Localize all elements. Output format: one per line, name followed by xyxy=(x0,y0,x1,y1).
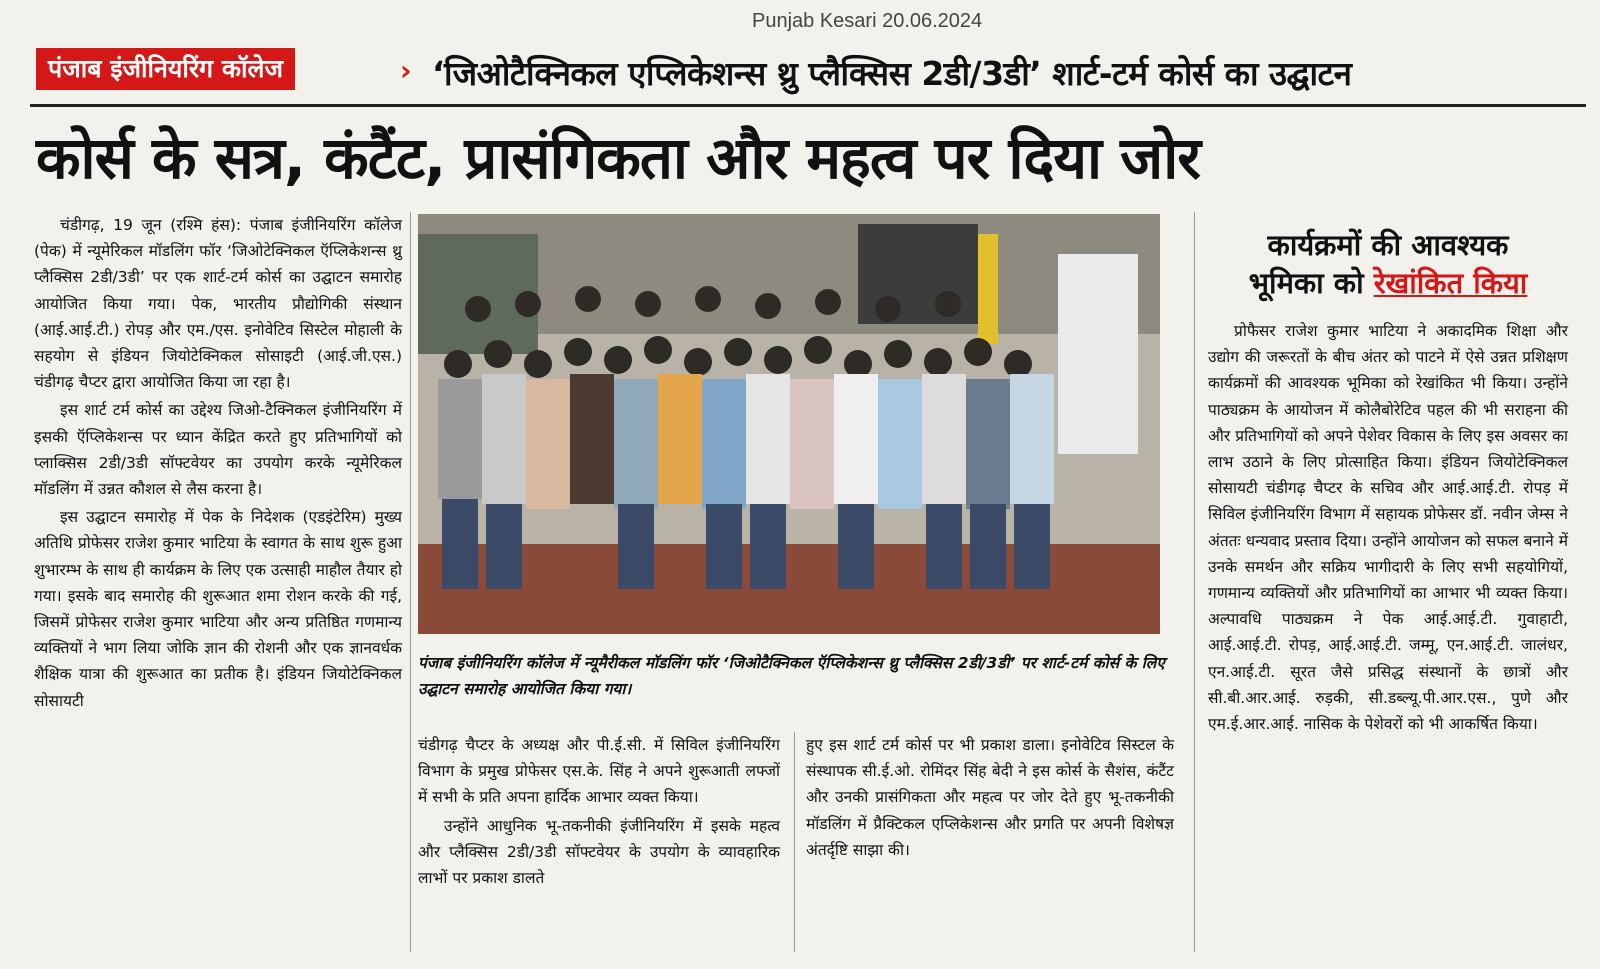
headline: कोर्स के सत्र, कंटैंट, प्रासंगिकता और महत्व पर दिया जोर xyxy=(36,124,1200,192)
header-rule xyxy=(30,104,1586,107)
column-divider xyxy=(410,212,411,952)
photo-caption: पंजाब इंजीनियरिंग कॉलेज में न्यूमैरीकल मॉडलिंग फॉर ‘जिओटैक्निकल ऍप्लिकेशन्स थ्रु प्लैक्सिस 2डी/3डी’ पर शार्ट-टर्म कोर्स के लिए उद्घाटन समारोह आयोजित किया गया। xyxy=(418,654,1165,698)
subheading-line-1: कार्यक्रमों की आवश्यक xyxy=(1267,228,1509,262)
paragraph: उन्होंने आधुनिक भू-तकनीकी इंजीनियरिंग में इसके महत्व और प्लैक्सिस 2डी/3डी सॉफ्टवेयर के उपयोग के व्यावहारिक लाभों पर प्रकाश डालते xyxy=(418,816,780,888)
article-column-1 xyxy=(34,212,402,716)
subheading xyxy=(1208,226,1568,302)
group-photo xyxy=(418,214,1160,634)
group-photo-illustration xyxy=(418,214,1160,634)
tag-arrow-icon: › xyxy=(400,54,412,87)
article-column-3 xyxy=(806,732,1174,865)
paragraph: हुए इस शार्ट टर्म कोर्स पर भी प्रकाश डाला। इनोवेटिव सिस्टल के संस्थापक सी.ई.ओ. रोमिंदर सिंह बेदी ने इस कोर्स के सैशंस, कंटैंट और उनकी प्रासंगिकता और महत्व पर जोर देते हुए भू-तकनीकी मॉडलिंग में प्रैक्टिकल एप्लिकेशन्स और प्रगति पर अपनी विशेषज्ञ अंतर्दृष्टि साझा की। xyxy=(806,736,1174,859)
article-column-4 xyxy=(1208,318,1568,739)
tagline: ‘जिओटैक्निकल एप्लिकेशन्स थ्रु प्लैक्सिस 2डी/3डी’ शार्ट-टर्म कोर्स का उद्घाटन xyxy=(432,54,1352,93)
column-divider xyxy=(794,732,795,952)
column-divider xyxy=(1194,212,1195,952)
tag-bar xyxy=(30,44,1590,96)
source-dateline: Punjab Kesari 20.06.2024 xyxy=(752,10,983,32)
paragraph: इस उद्घाटन समारोह में पेक के निदेशक (एडइंटेरिम) मुख्य अतिथि प्रोफेसर राजेश कुमार भाटिया के स्वागत के साथ शुरू हुआ शुभारम्भ के साथ ही कार्यक्रम के लिए एक उत्साही माहौल तैयार हो गया। इसके बाद समारोह की शुरूआत शमा रोशन करके की गई, जिसमें प्रोफेसर राजेश कुमार भाटिया और अन्य प्रतिष्ठित गणमान्य व्यक्तियों ने भाग लिया जोकि ज्ञान की रोशनी और एक ज्ञानवर्धक शैक्षिक यात्रा की शुरूआत का प्रतीक है। इंडियन जियोटेक्निकल सोसायटी xyxy=(34,508,402,710)
subheading-highlight: रेखांकित किया xyxy=(1373,266,1528,300)
paragraph: चंडीगढ़, 19 जून (रश्मि हंस): पंजाब इंजीनियरिंग कॉलेज (पेक) में न्यूमेरिकल मॉडलिंग फॉर ‘जिओटेक्निकल ऍप्लिकेशन्स थ्रु प्लैक्सिस 2डी/3डी’ पर एक शार्ट-टर्म कोर्स का उद्घाटन समारोह आयोजित किया गया। पेक, भारतीय प्रौद्योगिकी संस्थान (आई.आई.टी.) रोपड़ और एम./एस. इनोवेटिव सिस्टेल मोहाली के सहयोग से इंडियन जियोटेक्निकल सोसाइटी (आई.जी.एस.) चंडीगढ़ चैप्टर द्वारा आयोजित किया जा रहा है। xyxy=(34,216,402,392)
paragraph: इस शार्ट टर्म कोर्स का उद्देश्य जिओ-टैक्निकल इंजीनियरिंग में इसकी ऍप्लिकेशन्स पर ध्यान केंद्रित करते हुए प्रतिभागियों को प्लाक्सिस 2डी/3डी सॉफ्टवेयर का उपयोग करके न्यूमेरिकल मॉडलिंग में उन्नत कौशल से लैस करना है। xyxy=(34,401,402,499)
section-tag: पंजाब इंजीनियरिंग कॉलेज xyxy=(36,48,295,90)
paragraph: चंडीगढ़ चैप्टर के अध्यक्ष और पी.ई.सी. में सिविल इंजीनियरिंग विभाग के प्रमुख प्रोफेसर एस.के. सिंह ने अपने शुरूआती लफ्जों में सभी के प्रति अपना हार्दिक आभार व्यक्त किया। xyxy=(418,736,780,807)
article-column-2 xyxy=(418,732,780,893)
subheading-line-2: भूमिका को xyxy=(1248,266,1364,300)
paragraph: प्रोफैसर राजेश कुमार भाटिया ने अकादमिक शिक्षा और उद्योग की जरूरतों के बीच अंतर को पाटने में ऐसे उन्नत प्रशिक्षण कार्यक्रमों की आवश्यक भूमिका को रेखांकित भी किया। उन्होंने पाठ्यक्रम के आयोजन में कोलैबोरेटिव पहल की भी सराहना की और प्रतिभागियों को अपने पेशेवर विकास के लिए इस अवसर का लाभ उठाने के लिए प्रोत्साहित किया। इंडियन जियोटेक्निकल सोसायटी चंडीगढ़ चैप्टर के सचिव और आई.आई.टी. रोपड़ में सिविल इंजीनियरिंग विभाग में सहायक प्रोफेसर डॉ. नवीन जेम्स ने अंततः धन्यवाद प्रस्ताव दिया। उन्होंने आयोजन को सफल बनाने में उनके समर्थन और सक्रिय भागीदारी के लिए सभी सहयोगियों, गणमान्य व्यक्तियों और प्रतिभागियों का आभार भी व्यक्त किया। अल्पावधि पाठ्यक्रम ने पेक आई.आई.टी. गुवाहाटी, आई.आई.टी. रोपड़, आई.आई.टी. जम्मू, एन.आई.टी. जालंधर, एन.आई.टी. सूरत जैसे प्रसिद्ध संस्थानों के छात्रों और सी.बी.आर.आई. रुड़की, सी.डब्ल्यू.पी.आर.एस., पुणे और एम.ई.आर.आई. नासिक के पेशेवरों को भी आकर्षित किया। xyxy=(1208,322,1568,734)
